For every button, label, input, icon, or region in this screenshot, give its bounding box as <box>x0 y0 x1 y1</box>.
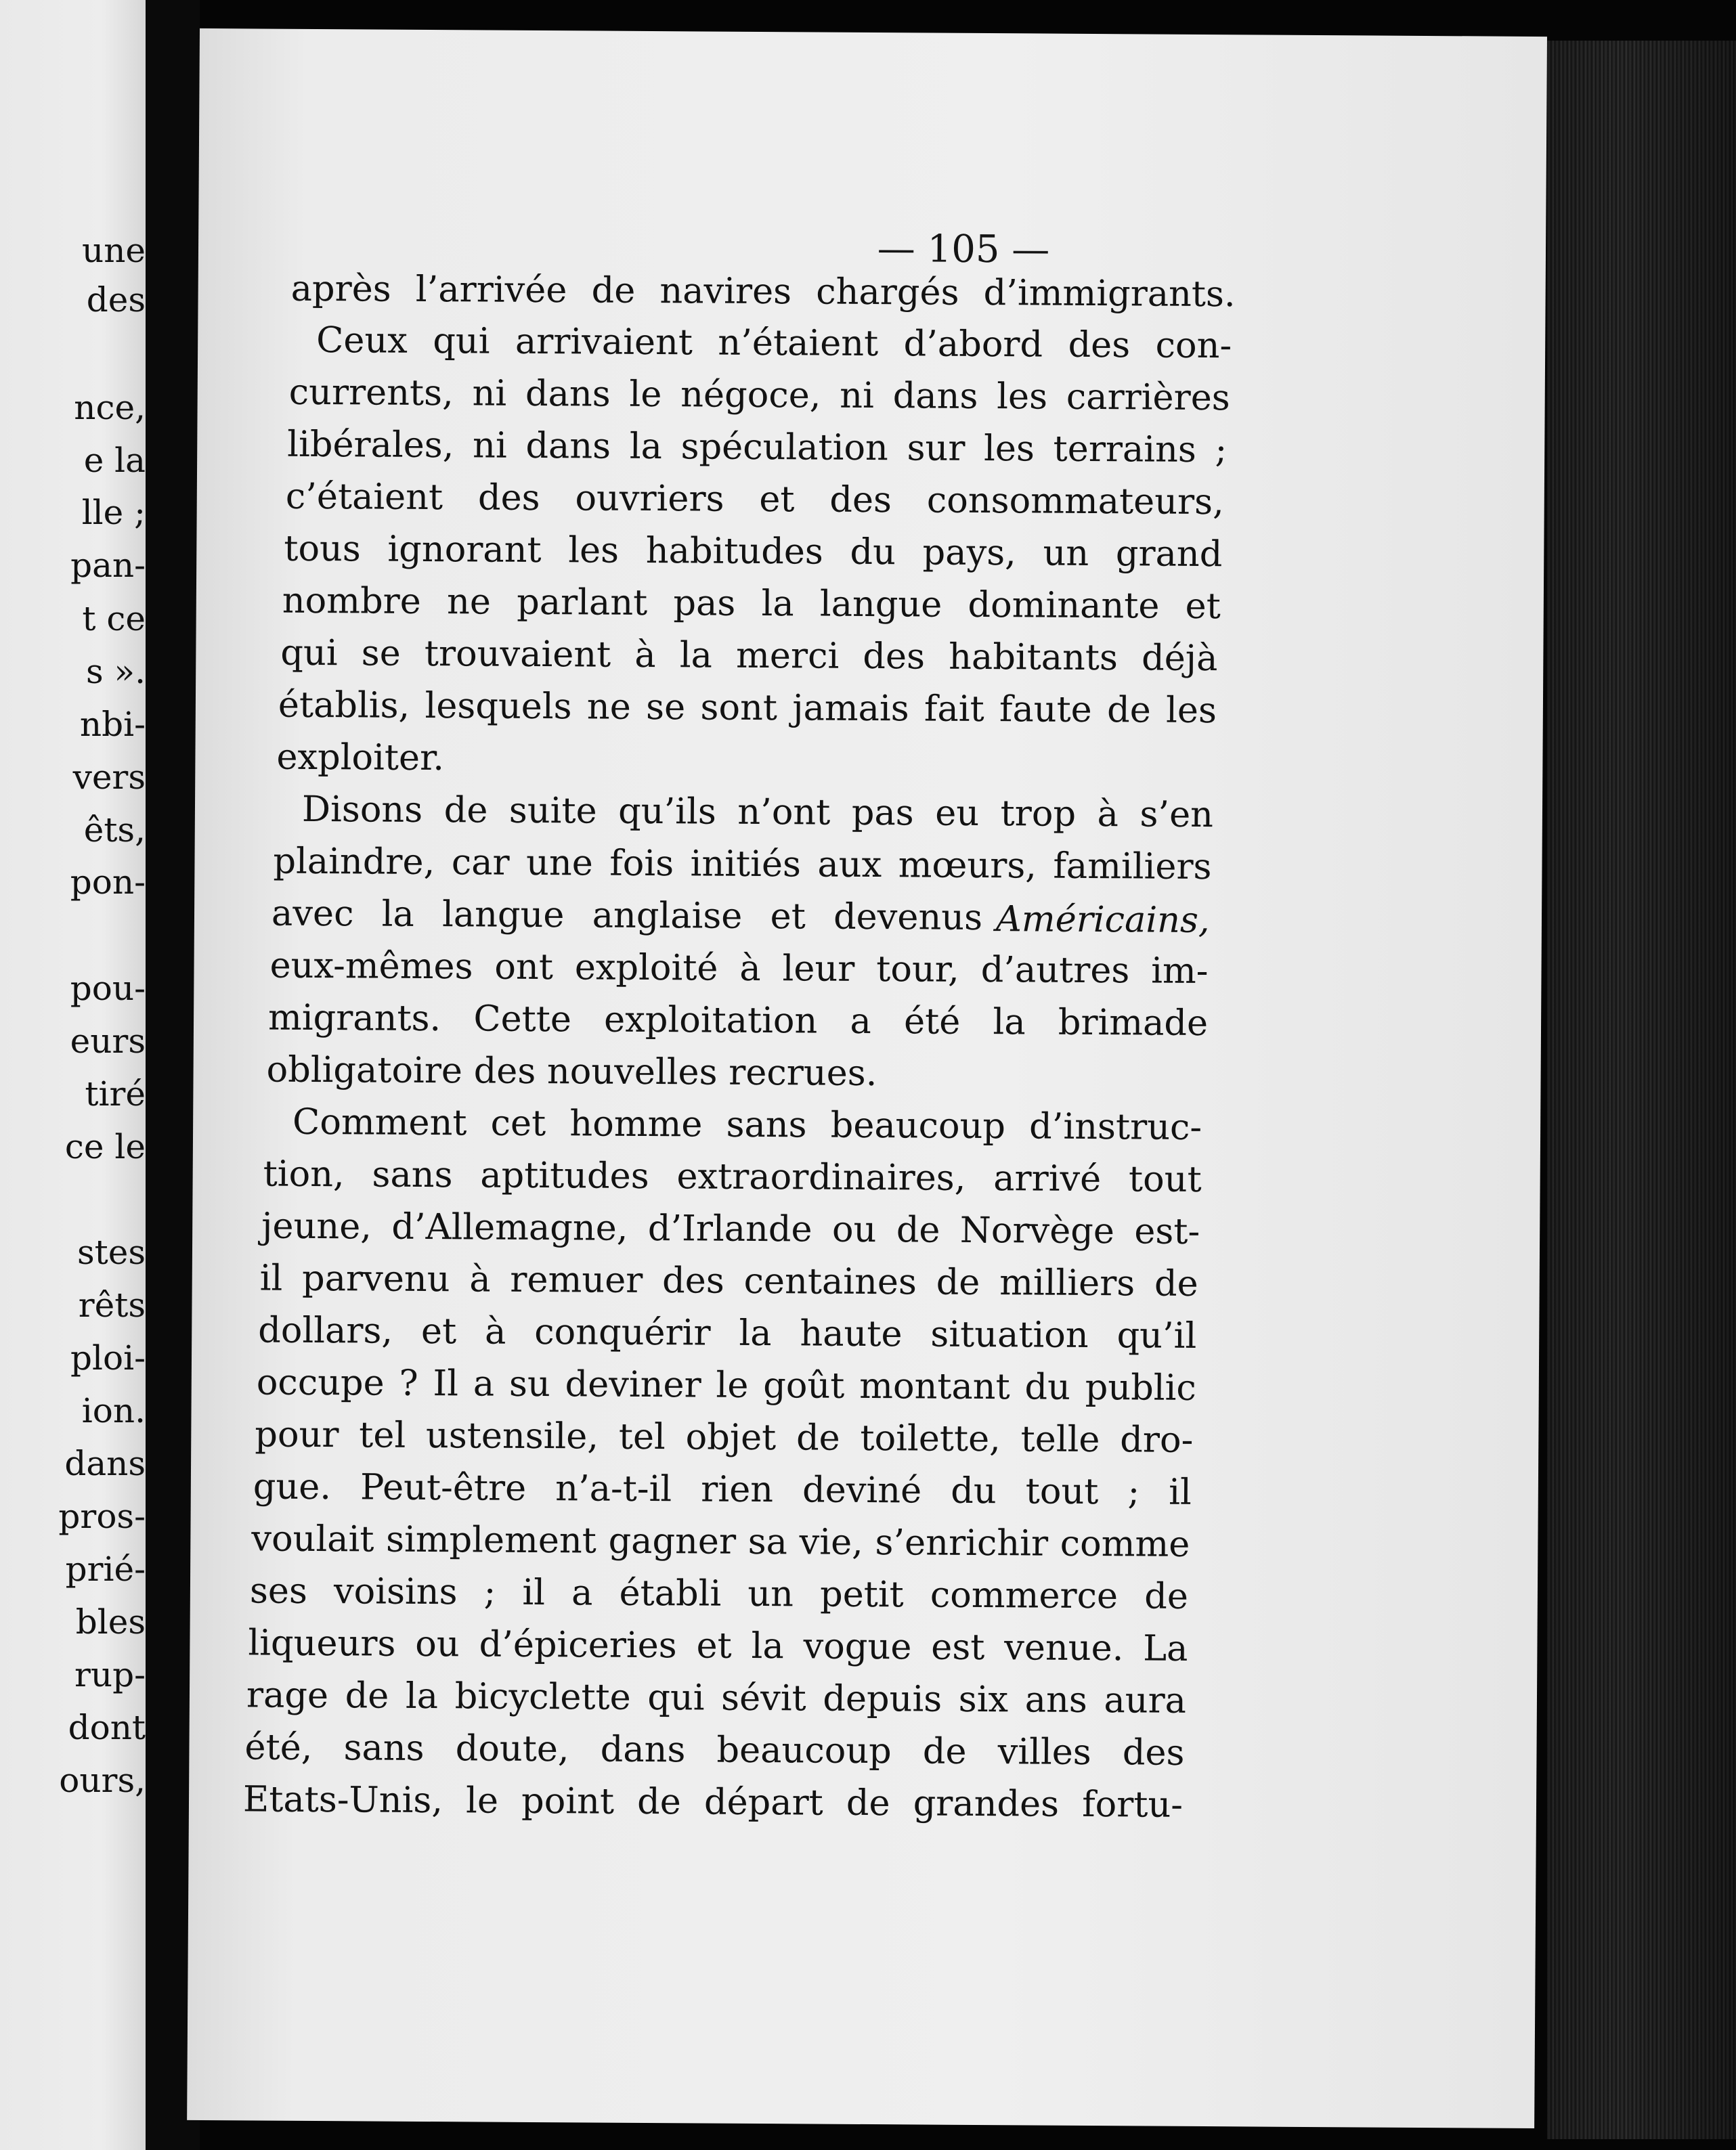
previous-page-line: rêts <box>78 1286 146 1325</box>
text-line: il parvenu à remuer des centaines de milliers de <box>259 1257 1198 1304</box>
text-line: pour tel ustensile, tel objet de toilette, telle dro- <box>255 1413 1194 1461</box>
previous-page-line: pon- <box>70 862 146 902</box>
text-line: jeune, d’Allemagne, d’Irlande ou de Norvège est- <box>261 1205 1200 1252</box>
italic-word: Américains, <box>995 898 1210 942</box>
previous-page-line: tiré <box>85 1074 146 1114</box>
previous-page-line: ploi- <box>70 1338 146 1378</box>
previous-page-line: ours, <box>59 1761 146 1800</box>
previous-page-line: lle ; <box>81 493 146 532</box>
text-line: migrants. Cette exploitation a été la brimade <box>267 996 1209 1045</box>
previous-page-line: t ce <box>82 599 146 638</box>
text-line: plaindre, car une fois initiés aux mœurs, familiers <box>273 840 1212 888</box>
text-line: dollars, et à conquérir la haute situation qu’il <box>258 1309 1197 1357</box>
previous-page-line: bles <box>75 1602 146 1642</box>
previous-page-line: des <box>86 280 146 320</box>
text-line: ses voisins ; il a établi un petit commerce de <box>249 1570 1189 1617</box>
previous-page-line: eurs <box>70 1022 146 1061</box>
text-line: nombre ne parlant pas la langue dominante et <box>282 579 1221 628</box>
text-line: rage de la bicyclette qui sévit depuis six ans aura <box>246 1674 1187 1721</box>
text-line: tion, sans aptitudes extraordinaires, arrivé tout <box>263 1153 1202 1200</box>
previous-page-line: rup- <box>74 1655 146 1694</box>
previous-page-line: stes <box>77 1233 146 1272</box>
previous-page-line: vers <box>72 758 146 797</box>
previous-page-line: dont <box>68 1708 146 1747</box>
previous-page-line: nce, <box>74 388 146 427</box>
text-line: liqueurs ou d’épiceries et la vogue est venue. La <box>248 1622 1188 1669</box>
previous-page-line: nbi- <box>79 705 146 744</box>
previous-page-line: e la <box>83 441 146 480</box>
text-line: Ceux qui arrivaient n’étaient d’abord des con- <box>316 319 1232 367</box>
text-line: voulait simplement gagner sa vie, s’enrichir comme <box>251 1518 1190 1565</box>
text-line-italic <box>996 898 1213 942</box>
text-line: qui se trouvaient à la merci des habitants déjà <box>280 632 1218 680</box>
previous-page-line: dans <box>64 1444 146 1483</box>
text-line: établis, lesquels ne se sont jamais fait faute de les <box>278 684 1217 732</box>
previous-page-line: ion. <box>81 1391 146 1430</box>
text-line: obligatoire des nouvelles recrues. <box>266 1049 877 1095</box>
text-line: avec la langue anglaise et devenus <box>271 892 983 939</box>
text-line: Comment cet homme sans beaucoup d’instruc- <box>292 1101 1202 1148</box>
page-number: — 105 — <box>877 227 1050 272</box>
text-line: après l’arrivée de navires chargés d’immigrants. <box>290 267 1236 315</box>
text-line: exploiter. <box>276 736 445 779</box>
text-line: été, sans doute, dans beaucoup de villes des <box>244 1726 1185 1774</box>
previous-page-line: prié- <box>65 1550 146 1589</box>
text-line: Etats-Unis, le point de départ de grandes fortu- <box>242 1778 1184 1826</box>
previous-page-fragment <box>0 0 146 2150</box>
text-line: c’étaient des ouvriers et des consommateurs, <box>285 475 1224 523</box>
text-line: currents, ni dans le négoce, ni dans les carrières <box>288 371 1230 419</box>
previous-page-line: une <box>82 231 146 270</box>
text-line: eux-mêmes ont exploité à leur tour, d’autres im- <box>269 944 1209 992</box>
previous-page-line: s ». <box>85 652 146 691</box>
previous-page-line: pan- <box>70 546 146 585</box>
previous-page-line: pou- <box>70 969 146 1008</box>
text-line: tous ignorant les habitudes du pays, un grand <box>284 527 1223 575</box>
book-page-edges-shade <box>1547 41 1736 2139</box>
text-line: libérales, ni dans la spéculation sur les terrains ; <box>287 423 1228 471</box>
previous-page-line: êts, <box>83 810 146 850</box>
text-line: occupe ? Il a su deviner le goût montant du public <box>256 1361 1196 1409</box>
text-line: Disons de suite qu’ils n’ont pas eu trop à s’en <box>301 788 1214 836</box>
previous-page-line: pros- <box>58 1497 146 1536</box>
text-line: gue. Peut-être n’a-t-il rien deviné du tout ; il <box>253 1466 1192 1513</box>
previous-page-line: ce le <box>64 1127 146 1166</box>
main-page <box>187 28 1547 2128</box>
